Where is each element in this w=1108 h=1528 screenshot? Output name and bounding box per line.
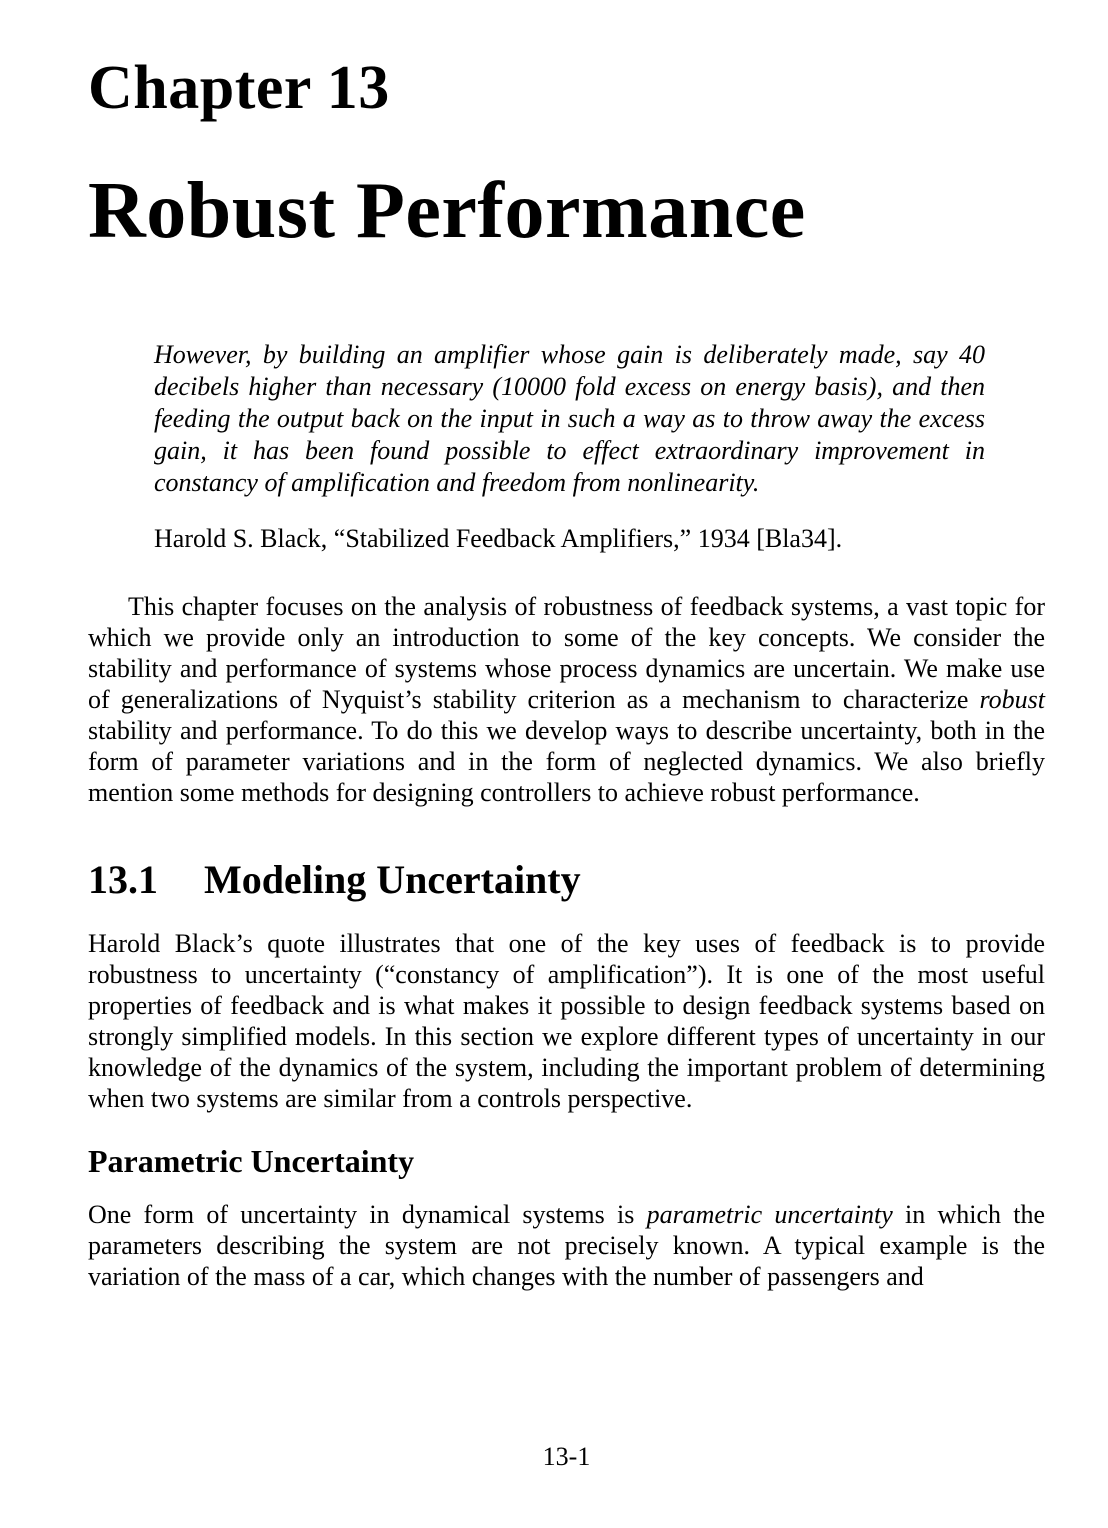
section-paragraph: Harold Black’s quote illustrates that one of the key uses of feedback is to provide robustness to uncertainty (“constancy of amplification”). It is one of the most useful properties of feedback and is what makes it possible to design feedback systems based on strongly simplified models. In this section we explore different types of uncertainty in our knowledge of the dynamics of the system, including the important problem of determining when two systems are similar from a controls perspective. (88, 929, 1045, 1114)
epigraph-quote: However, by building an amplifier whose gain is deliberately made, say 40 decibels higher than necessary (10000 fold excess on energy basis), and then feeding the output back on the input in such a way as to throw away the excess gain, it has been found possible to effect extraordinary improvement in constancy of amplification and freedom from nonlinearity. (154, 340, 985, 498)
chapter-number: Chapter 13 (88, 54, 390, 122)
section-number: 13.1 (88, 857, 158, 903)
subsection-heading: Parametric Uncertainty (88, 1143, 415, 1180)
intro-paragraph: This chapter focuses on the analysis of robustness of feedback systems, a vast topic for which we provide only an introduction to some of the key concepts. We consider the stability and performance of systems whose process dynamics are uncertain. We make use of generalizations of Nyquist’s stability criterion as a mechanism to characterize robust stability and performance. To do this we develop ways to describe uncertainty, both in the form of parameter variations and in the form of neglected dynamics. We also briefly mention some methods for designing controllers to achieve robust performance. (88, 592, 1045, 808)
section-title: Modeling Uncertainty (204, 857, 581, 903)
subsection-paragraph: One form of uncertainty in dynamical systems is parametric uncertainty in which the parameters describing the system are not precisely known. A typical example is the variation of the mass of a car, which changes with the number of passengers and (88, 1200, 1045, 1292)
section-heading (88, 858, 1045, 902)
chapter-title: Robust Performance (88, 167, 806, 256)
page-number: 13-1 (542, 1442, 591, 1471)
epigraph-attribution: Harold S. Black, “Stabilized Feedback Amplifiers,” 1934 [Bla34]. (154, 524, 843, 554)
